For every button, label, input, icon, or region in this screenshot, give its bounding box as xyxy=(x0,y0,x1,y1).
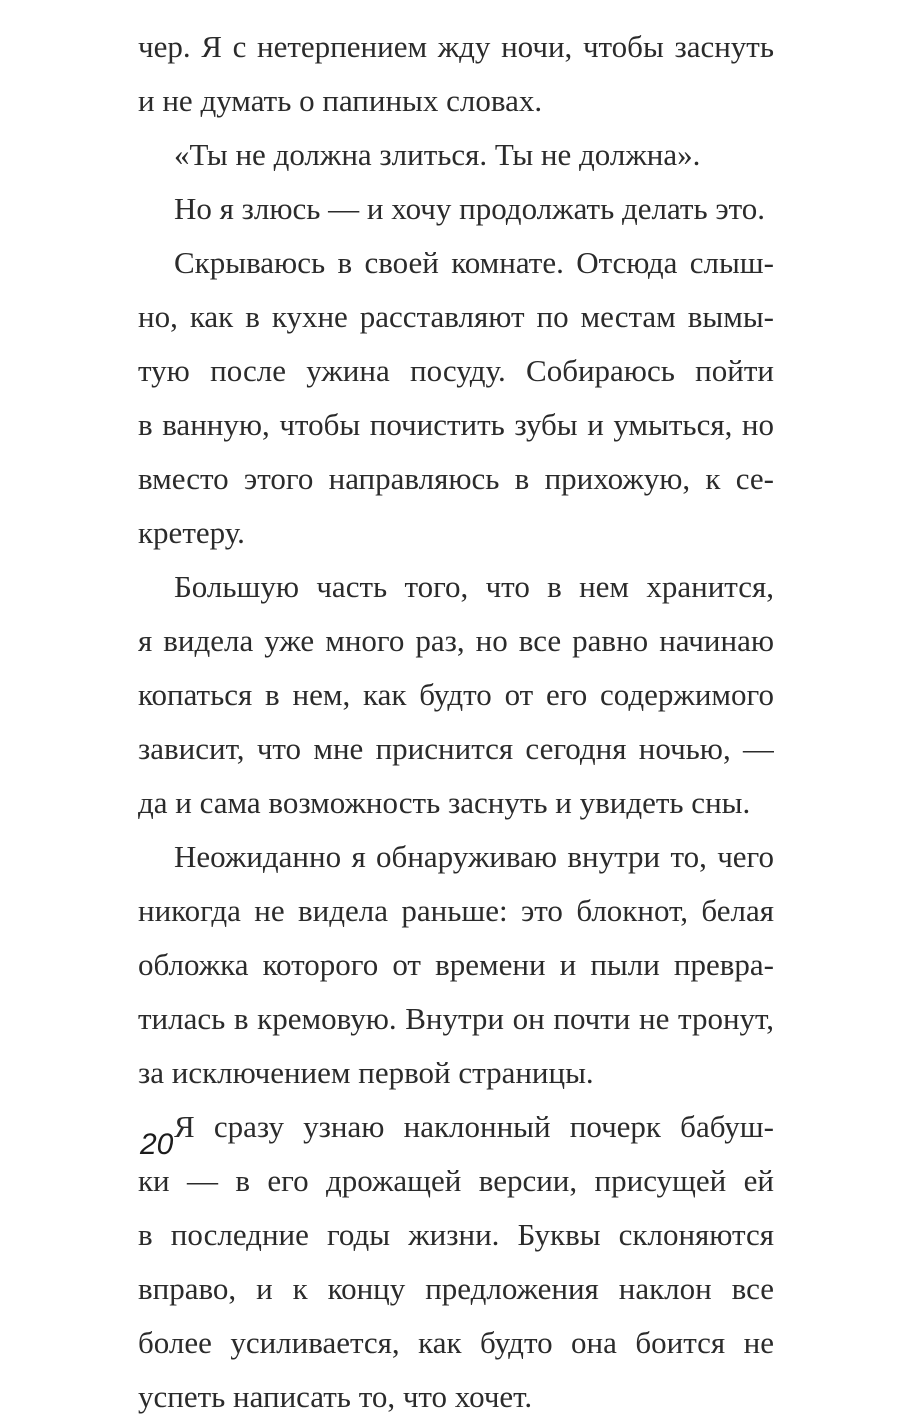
text-line: Большую часть того, что в нем хранится, xyxy=(174,569,774,604)
text-line: да и сама возможность заснуть и увидеть сны. xyxy=(138,785,751,820)
text-line: в ванную, чтобы почистить зубы и умыться, но xyxy=(138,407,774,442)
text-line: чер. Я с нетерпением жду ночи, чтобы заснуть xyxy=(138,29,774,64)
text-line: более усиливается, как будто она боится не xyxy=(138,1325,774,1360)
text-line: но, как в кухне расставляют по местам вымы- xyxy=(138,299,774,334)
page-number: 20 xyxy=(140,1128,174,1161)
text-line: Неожиданно я обнаруживаю внутри то, чего xyxy=(174,839,774,874)
text-line: зависит, что мне приснится сегодня ночью, — xyxy=(138,731,774,766)
text-line: тилась в кремовую. Внутри он почти не тронут, xyxy=(138,1001,774,1036)
body-text xyxy=(138,20,774,1424)
text-line: «Ты не должна злиться. Ты не должна». xyxy=(174,137,701,172)
text-line: вместо этого направляюсь в прихожую, к се- xyxy=(138,461,774,496)
text-line: обложка которого от времени и пыли превра- xyxy=(138,947,774,982)
text-line: Скрываюсь в своей комнате. Отсюда слыш- xyxy=(174,245,774,280)
text-line: копаться в нем, как будто от его содержимого xyxy=(138,677,774,712)
text-line: успеть написать то, что хочет. xyxy=(138,1379,533,1414)
text-line: тую после ужина посуду. Собираюсь пойти xyxy=(138,353,774,388)
text-line: ки — в его дрожащей версии, присущей ей xyxy=(138,1163,774,1198)
text-line: никогда не видела раньше: это блокнот, белая xyxy=(138,893,774,928)
text-line: Но я злюсь — и хочу продолжать делать это. xyxy=(174,191,766,226)
text-line: я видела уже много раз, но все равно начинаю xyxy=(138,623,774,658)
text-line: в последние годы жизни. Буквы склоняются xyxy=(138,1217,774,1252)
text-line: вправо, и к концу предложения наклон все xyxy=(138,1271,774,1306)
text-line: Я сразу узнаю наклонный почерк бабуш- xyxy=(174,1109,774,1144)
text-line: кретеру. xyxy=(138,515,245,550)
text-line: и не думать о папиных словах. xyxy=(138,83,543,118)
text-line: за исключением первой страницы. xyxy=(138,1055,594,1090)
